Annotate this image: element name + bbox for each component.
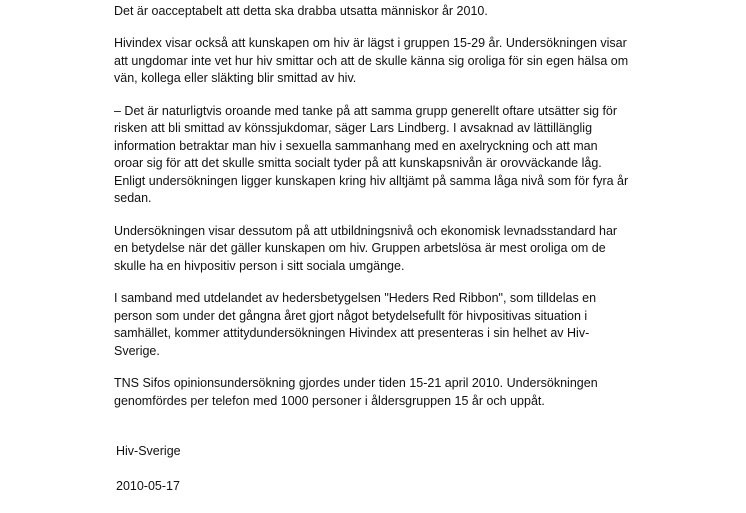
signature-organization: Hiv-Sverige (116, 443, 181, 458)
paragraph-quote-lars-lindberg: – Det är naturligtvis oroande med tanke på att samma grupp generellt oftare utsätter sig för risken att bli smittad av könssjukdomar, säger Lars Lindberg. I avsaknad av lättillänglig information betraktar man hiv i sexuella sammanhang med en axelryckning och att man oroar sig för att det skulle smitta socialt tyder på att kunskapsnivån är orovväckande låg. Enligt undersökningen ligger kunskapen kring hiv alltjämt på samma låga nivå som för fyra år sedan. (114, 103, 629, 205)
signature-date: 2010-05-17 (116, 478, 180, 493)
paragraph-survey-method: TNS Sifos opinionsundersökning gjordes under tiden 15-21 april 2010. Undersökningen genomfördes per telefon med 1000 personer i åldersgruppen 15 år och uppåt. (114, 376, 598, 408)
paragraph-intro-continuation: Det är oacceptabelt att detta ska drabba utsatta människor år 2010. (114, 3, 488, 18)
paragraph-youth-knowledge: Hivindex visar också att kunskapen om hiv är lägst i gruppen 15-29 år. Undersökningen visar att ungdomar inte vet hur hiv smittar och att de skulle känna sig oroliga för sin egen hälsa om vän, kollega eller släkting blir smittad av hiv. (114, 36, 629, 85)
signature-block (114, 425, 654, 513)
document-page (114, 0, 654, 513)
paragraph-red-ribbon: I samband med utdelandet av hedersbetygelsen "Heders Red Ribbon", som tilldelas en person som under det gångna året gjort något betydelsefullt för hivpositivas situation i samhället, kommer attitydundersökningen Hivindex att presenteras i sin helhet av Hiv- Sverige. (114, 291, 597, 358)
paragraph-education-economy: Undersökningen visar dessutom på att utbildningsnivå och ekonomisk levnadsstandard har en betydelse när det gäller kunskapen om hiv. Gruppen arbetslösa är mest oroliga om de skulle ha en hivpositiv person i sitt sociala umgänge. (114, 223, 618, 273)
